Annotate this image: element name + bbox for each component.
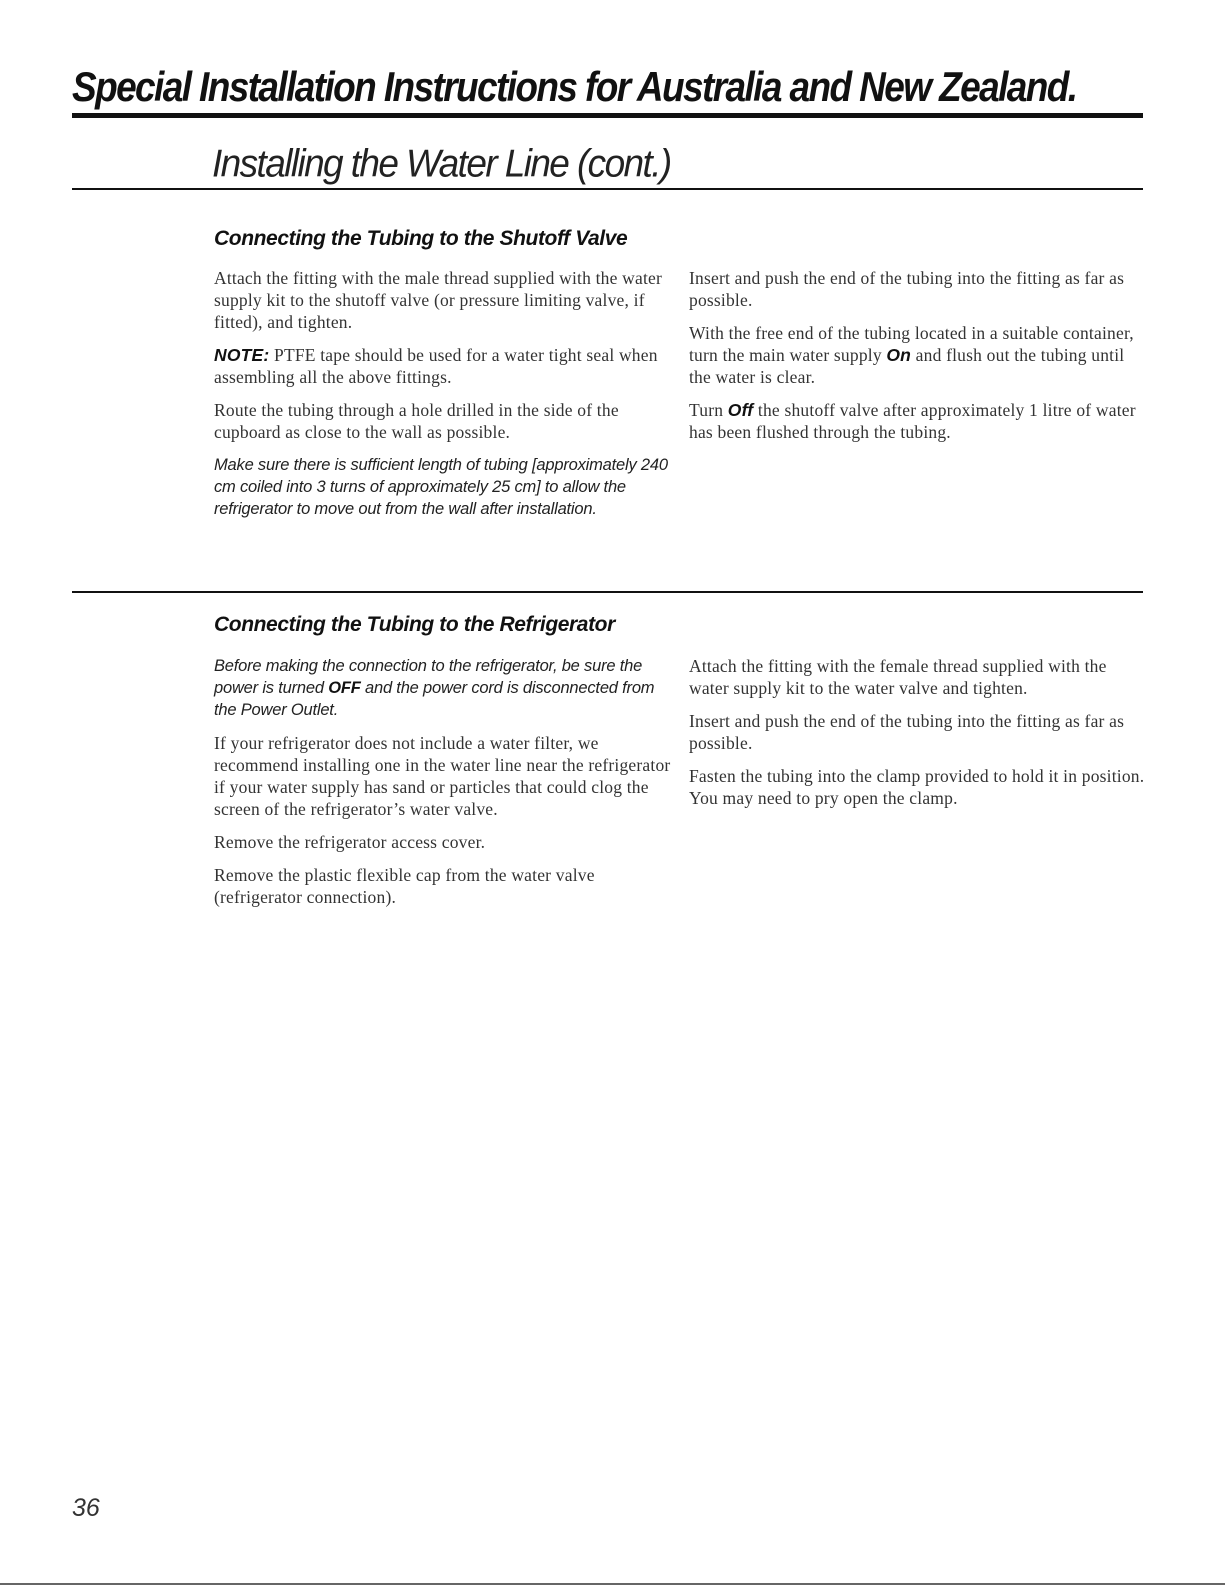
off-keyword: Off	[727, 400, 754, 420]
turn-off-text-a: Turn	[689, 400, 728, 420]
remove-cover-paragraph: Remove the refrigerator access cover.	[214, 832, 486, 852]
note-label: NOTE:	[214, 345, 270, 365]
shutoff-valve-right-column	[689, 267, 1149, 454]
note-text: PTFE tape should be used for a water tight seal when assembling all the above fittings.	[214, 345, 658, 387]
insert-tubing-paragraph: Insert and push the end of the tubing into the fitting as far as possible.	[689, 268, 1125, 310]
shutoff-valve-heading: Connecting the Tubing to the Shutoff Valve	[214, 227, 628, 250]
fasten-clamp-paragraph: Fasten the tubing into the clamp provided to hold it in position. You may need to pry open the clamp.	[689, 766, 1145, 808]
power-text-a: Before making the connection to the refrigerator, be sure the power is turned	[214, 657, 643, 697]
refrigerator-right-column	[689, 655, 1149, 820]
turn-off-valve-paragraph	[689, 399, 1149, 443]
page-title: Special Installation Instructions for Australia and New Zealand.	[72, 64, 1077, 110]
section-divider-rule	[72, 591, 1143, 593]
shutoff-valve-left-column	[214, 267, 674, 531]
flush-text-a: With the free end of the tubing located in a suitable container, turn the main water supply	[689, 323, 1134, 365]
power-text-b: and the power cord is disconnected from the Power Outlet.	[214, 679, 655, 719]
title-rule	[72, 113, 1143, 118]
power-off-paragraph	[214, 655, 674, 721]
remove-cap-paragraph: Remove the plastic flexible cap from the water valve (refrigerator connection).	[214, 865, 595, 907]
insert-tubing-refrigerator-paragraph: Insert and push the end of the tubing into the fitting as far as possible.	[689, 711, 1125, 753]
refrigerator-left-column	[214, 655, 674, 919]
water-filter-paragraph: If your refrigerator does not include a water filter, we recommend installing one in the water line near the refrigerator if your water supply has sand or particles that could clog the screen of the refrigerator’s water valve.	[214, 733, 671, 819]
attach-male-fitting-paragraph: Attach the fitting with the male thread supplied with the water supply kit to the shutoff valve (or pressure limiting valve, if fitted), and tighten.	[214, 268, 663, 332]
subtitle-rule	[72, 188, 1143, 190]
refrigerator-heading: Connecting the Tubing to the Refrigerator	[214, 613, 615, 636]
turn-off-text-b: the shutoff valve after approximately 1 litre of water has been flushed through the tubing.	[689, 400, 1136, 442]
attach-female-fitting-paragraph: Attach the fitting with the female thread supplied with the water supply kit to the water valve and tighten.	[689, 656, 1107, 698]
page-number: 36	[72, 1494, 100, 1522]
tubing-length-paragraph: Make sure there is sufficient length of tubing [approximately 240 cm coiled into 3 turns of approximately 25 cm] to allow the refrigerator to move out from the wall after installation.	[214, 456, 668, 518]
route-tubing-paragraph: Route the tubing through a hole drilled in the side of the cupboard as close to the wall as possible.	[214, 400, 619, 442]
section-subtitle: Installing the Water Line (cont.)	[212, 142, 671, 186]
off-caps-keyword: OFF	[328, 679, 361, 697]
on-keyword: On	[886, 345, 912, 365]
flush-tubing-paragraph	[689, 322, 1149, 388]
note-paragraph	[214, 344, 674, 388]
flush-text-b: and flush out the tubing until the water is clear.	[689, 345, 1125, 387]
